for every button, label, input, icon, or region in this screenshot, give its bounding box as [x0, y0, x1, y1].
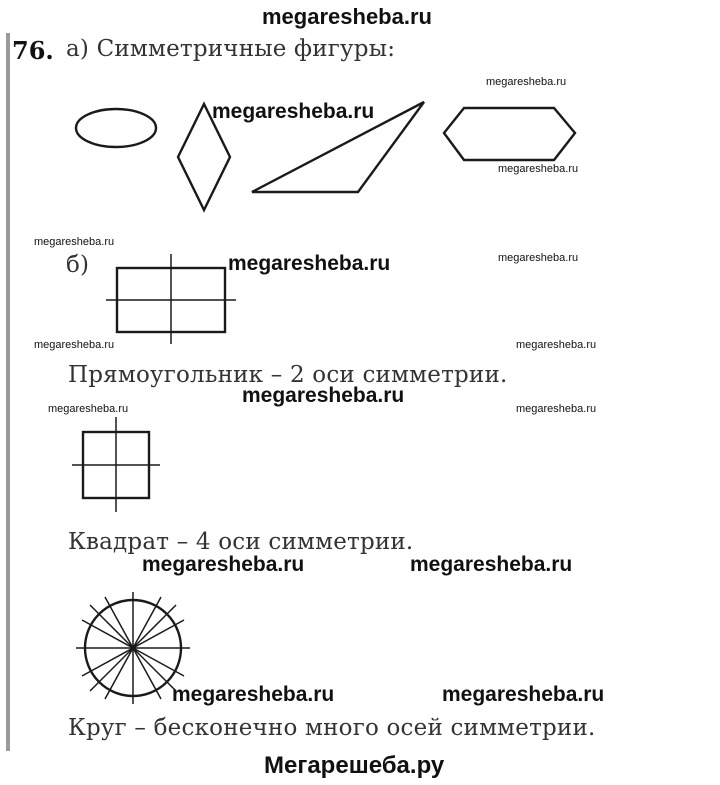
problem-number: 76.	[12, 36, 54, 65]
watermark-small: megaresheba.ru	[498, 163, 579, 175]
header-site: megaresheba.ru	[262, 4, 432, 29]
watermark-big: megaresheba.ru	[228, 252, 391, 275]
watermark-big: megaresheba.ru	[142, 553, 305, 576]
part-b-label: б)	[66, 252, 90, 278]
rectangle-caption: Прямоугольник – 2 оси симметрии.	[68, 362, 508, 388]
watermark-small: megaresheba.ru	[34, 339, 115, 351]
watermark-big: megaresheba.ru	[442, 683, 605, 706]
part-a-heading: а) Симметричные фигуры:	[66, 36, 396, 62]
watermark-small: megaresheba.ru	[48, 403, 129, 415]
watermark-small: megaresheba.ru	[516, 403, 597, 415]
ellipse-shape	[76, 109, 156, 147]
watermark-small: megaresheba.ru	[516, 339, 597, 351]
hexagon-shape	[444, 108, 575, 160]
watermark-small: megaresheba.ru	[498, 252, 579, 264]
footer-site: Мегарешеба.ру	[264, 752, 445, 779]
square-caption: Квадрат – 4 оси симметрии.	[68, 529, 414, 555]
watermark-big: megaresheba.ru	[410, 553, 573, 576]
watermark-small: megaresheba.ru	[486, 76, 567, 88]
watermark-big: megaresheba.ru	[212, 100, 375, 123]
watermark-small: megaresheba.ru	[34, 236, 115, 248]
watermark-big: megaresheba.ru	[172, 683, 335, 706]
circle-caption: Круг – бесконечно много осей симметрии.	[68, 715, 596, 741]
watermark-big: megaresheba.ru	[242, 384, 405, 407]
